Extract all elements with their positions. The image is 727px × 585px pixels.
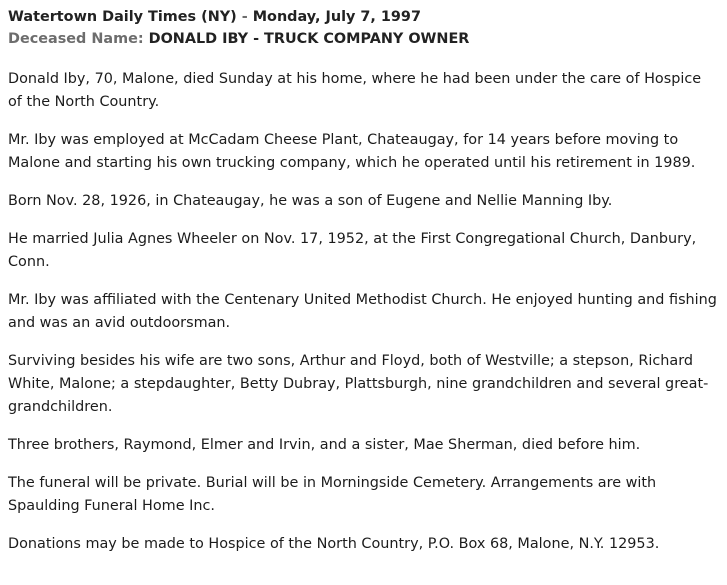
paragraph-survivors: Surviving besides his wife are two sons, Arthur and Floyd, both of Westville; a stepson, Richard White, Malone; a stepdaughter, Betty Dubray, Plattsburgh, nine grandchildren and several great-grandchildren. xyxy=(8,353,709,415)
paragraph-birth: Born Nov. 28, 1926, in Chateaugay, he was a son of Eugene and Nellie Manning Iby. xyxy=(8,193,613,209)
deceased-line xyxy=(8,28,719,50)
deceased-name: DONALD IBY - TRUCK COMPANY OWNER xyxy=(148,31,470,47)
publication-date: Monday, July 7, 1997 xyxy=(252,9,421,25)
paragraph-death-notice: Donald Iby, 70, Malone, died Sunday at his home, where he had been under the care of Hospice of the North Country. xyxy=(8,71,702,110)
paragraph-employment: Mr. Iby was employed at McCadam Cheese Plant, Chateaugay, for 14 years before moving to Malone and starting his own trucking company, which he operated until his retirement in 1989. xyxy=(8,132,696,171)
paragraph-predeceased: Three brothers, Raymond, Elmer and Irvin, and a sister, Mae Sherman, died before him. xyxy=(8,437,641,453)
paragraph-marriage: He married Julia Agnes Wheeler on Nov. 17, 1952, at the First Congregational Church, Danbury, Conn. xyxy=(8,231,697,270)
deceased-label: Deceased Name: xyxy=(8,31,144,47)
paragraph-affiliation: Mr. Iby was affiliated with the Centenary United Methodist Church. He enjoyed hunting and fishing and was an avid outdoorsman. xyxy=(8,292,717,331)
paragraph-donations: Donations may be made to Hospice of the North Country, P.O. Box 68, Malone, N.Y. 12953. xyxy=(8,536,660,552)
publication-name: Watertown Daily Times (NY) xyxy=(8,9,237,25)
obituary-body xyxy=(8,68,719,556)
publication-line xyxy=(8,6,719,28)
paragraph-funeral: The funeral will be private. Burial will be in Morningside Cemetery. Arrangements are with Spaulding Funeral Home Inc. xyxy=(8,475,657,514)
header-separator: - xyxy=(236,9,253,25)
